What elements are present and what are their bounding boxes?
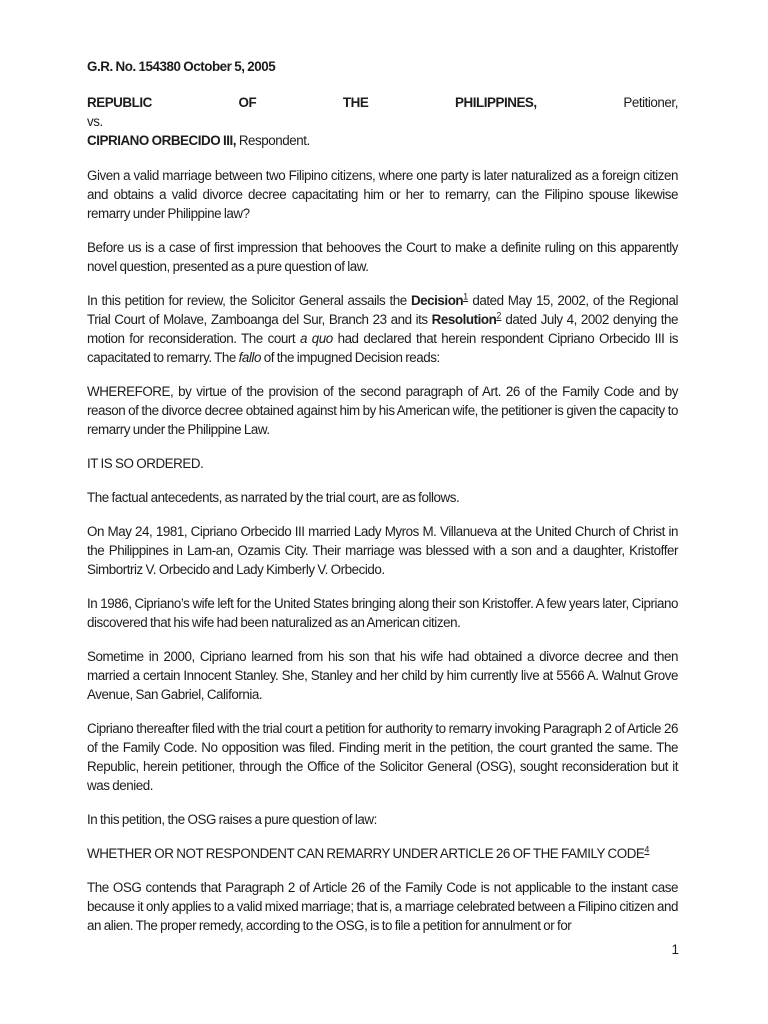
text-run: On May 24, 1981, Cipriano Orbecido III married Lady Myros M. Villanueva at the United Church of Christ in the Philippines in Lam-an, Ozamis City. Their marriage was blessed with a son and a daughter, Kristoffer Simbortriz V. Orbecido and Lady Kimberly V. Orbecido. xyxy=(87,524,678,577)
paragraph-wife-left-1986 xyxy=(87,594,678,632)
text-run: Sometime in 2000, Cipriano learned from his son that his wife had obtained a divorce decree and then married a certain Innocent Stanley. She, Stanley and her child by him currently live at 5566 A. Walnut Grove Avenue, San Gabriel, California. xyxy=(87,649,678,702)
text-run: OF xyxy=(238,95,257,110)
text-run: In this petition, the OSG raises a pure question of law: xyxy=(87,812,377,827)
document-body xyxy=(87,57,678,950)
paragraph-osg-question xyxy=(87,810,678,829)
footnote-ref: 1 xyxy=(463,291,469,302)
text-run: Petitioner, xyxy=(623,95,678,110)
party-line-petitioner xyxy=(87,93,678,112)
paragraph-wherefore xyxy=(87,382,678,439)
paragraph-petition-filed xyxy=(87,719,678,795)
text-run: a quo xyxy=(299,331,333,346)
text-run: The factual antecedents, as narrated by the trial court, are as follows. xyxy=(87,490,460,505)
issue-heading xyxy=(87,844,678,863)
footnote-ref: 2 xyxy=(496,310,502,321)
text-run: CIPRIANO ORBECIDO III, xyxy=(87,133,237,148)
text-run: Resolution xyxy=(431,312,497,327)
text-run: Cipriano thereafter filed with the trial court a petition for authority to remarry invoking Paragraph 2 of Article 26 of the Family Code. No opposition was filed. Finding merit in the petition, the court granted the same. The Republic, herein petitioner, through the Office of the Solicitor General (OSG), sought reconsideration but it was denied. xyxy=(87,721,678,793)
text-run: fallo xyxy=(238,350,261,365)
paragraph-antecedents-intro xyxy=(87,488,678,507)
text-run: of the impugned Decision reads: xyxy=(260,350,440,365)
text-run: Given a valid marriage between two Filipino citizens, where one party is later naturalized as a foreign citizen and obtains a valid divorce decree capacitating him or her to remarry, can the Filipino spouse likewise remarry under Philippine law? xyxy=(87,168,678,221)
text-run: In 1986, Cipriano’s wife left for the United States bringing along their son Kristoffer. A few years later, Cipriano discovered that his wife had been naturalized as an American citizen. xyxy=(87,596,678,630)
text-run: WHEREFORE, by virtue of the provision of the second paragraph of Art. 26 of the Family Code and by reason of the divorce decree obtained against him by his American wife, the petitioner is given the capacity to remarry under the Philippine Law. xyxy=(87,384,678,437)
text-run: dated July 4, 2002 denying the motion for reconsideration. The court xyxy=(87,312,678,346)
text-run: Before us is a case of first impression that behooves the Court to make a definite ruling on this apparently novel question, presented as a pure question of law. xyxy=(87,240,678,274)
page-number: 1 xyxy=(671,942,679,957)
paragraph-so-ordered xyxy=(87,454,678,473)
party-line-respondent xyxy=(87,131,678,150)
text-run: IT IS SO ORDERED. xyxy=(87,456,204,471)
text-run: REPUBLIC xyxy=(87,95,152,110)
text-run: had declared that herein respondent Cipriano Orbecido III is capacitated to remarry. The xyxy=(87,331,679,365)
text-run: WHETHER OR NOT RESPONDENT CAN REMARRY UNDER ARTICLE 26 OF THE FAMILY CODE xyxy=(87,846,645,861)
paragraph-marriage-1981 xyxy=(87,522,678,579)
text-run: The OSG contends that Paragraph 2 of Article 26 of the Family Code is not applicable to the instant case because it only applies to a valid mixed marriage; that is, a marriage celebrated between a Filipino citizen and an alien. The proper remedy, according to the OSG, is to file a petition for annulment or for xyxy=(87,880,678,933)
text-run: G.R. No. 154380 October 5, 2005 xyxy=(87,59,276,74)
text-run: vs. xyxy=(87,114,103,129)
paragraph-osg-contention xyxy=(87,878,678,935)
versus-line xyxy=(87,112,678,131)
text-run: In this petition for review, the Solicitor General assails the xyxy=(87,293,411,308)
footnote-ref: 4 xyxy=(644,844,650,855)
paragraph-issue-question xyxy=(87,166,678,223)
paragraph-divorce-2000 xyxy=(87,647,678,704)
paragraph-petition-for-review xyxy=(87,291,678,367)
case-number-line xyxy=(87,57,678,76)
text-run: Respondent. xyxy=(236,133,310,148)
text-run: Decision xyxy=(410,293,464,308)
text-run: PHILIPPINES, xyxy=(455,95,537,110)
paragraph-first-impression xyxy=(87,238,678,276)
text-run: dated May 15, 2002, of the Regional Trial Court of Molave, Zamboanga del Sur, Branch 23 and its xyxy=(87,293,678,327)
text-run: THE xyxy=(342,95,369,110)
